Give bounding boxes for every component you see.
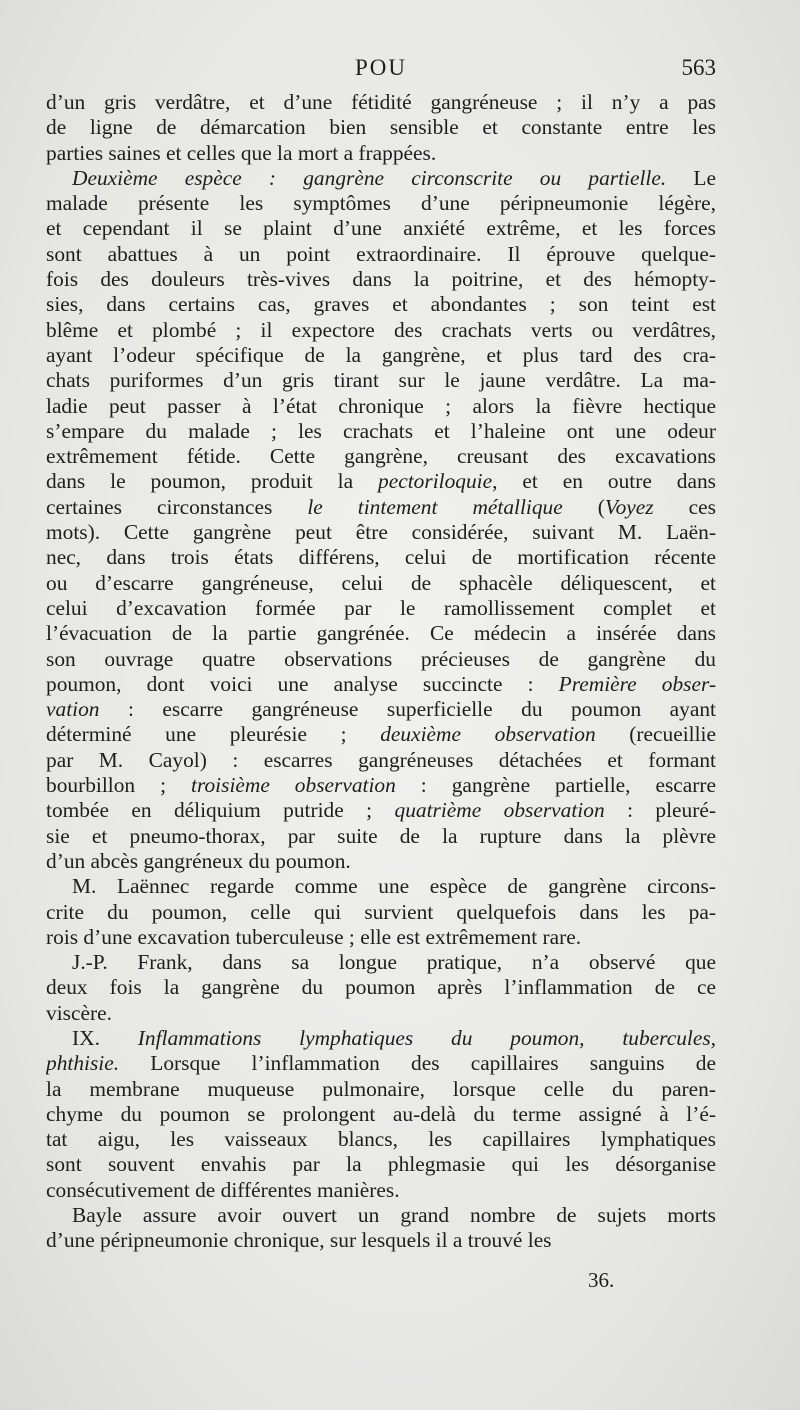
text-line — [46, 596, 716, 621]
text-line — [46, 900, 716, 925]
text-line — [46, 495, 716, 520]
text-line — [46, 621, 716, 646]
text-run: chats puriformes d’un gris tirant sur le jaune verdâtre. La ma- — [46, 368, 716, 393]
text-run: s’empare du malade ; les crachats et l’haleine ont une odeur — [46, 418, 716, 443]
text-line — [46, 1152, 716, 1177]
text-run: IX. — [72, 1025, 138, 1050]
text-line — [46, 950, 716, 975]
italic-text: quatrième observation — [394, 798, 605, 823]
text-line — [46, 444, 716, 469]
text-line — [46, 697, 716, 722]
text-run: tombée en déliquium putride ; — [46, 798, 395, 823]
text-run: Le — [666, 165, 716, 190]
text-line — [46, 925, 716, 950]
paragraph — [46, 874, 716, 950]
text-line — [46, 1178, 716, 1203]
text-line — [46, 1203, 716, 1228]
paragraph — [46, 950, 716, 1026]
text-run: ayant l’odeur spécifique de la gangrène, et plus tard des cra- — [46, 342, 716, 367]
text-run: deux fois la gangrène du poumon après l’inflammation de ce — [46, 975, 716, 1000]
italic-text: le tintement métallique — [307, 494, 563, 519]
paragraph — [46, 90, 716, 166]
text-run: ladie peut passer à l’état chronique ; alors la fièvre hectique — [46, 393, 716, 418]
text-run: d’un abcès gangréneux du poumon. — [46, 848, 351, 873]
text-line — [46, 1127, 716, 1152]
text-run: tat aigu, les vaisseaux blancs, les capillaires lymphatiques — [46, 1127, 716, 1152]
text-line — [46, 647, 716, 672]
text-run: ou d’escarre gangréneuse, celui de sphacèle déliquescent, et — [46, 570, 716, 595]
text-line — [46, 824, 716, 849]
text-run: bourbillon ; — [46, 773, 192, 798]
text-run: poumon, dont voici une analyse succincte : — [46, 671, 559, 696]
text-run: d’un gris verdâtre, et d’une fétidité gangréneuse ; il n’y a pas — [46, 90, 716, 114]
text-run: mots). Cette gangrène peut être considérée, suivant M. Laën- — [46, 520, 716, 545]
text-line — [46, 722, 716, 747]
italic-text: vation — [46, 697, 100, 722]
text-line — [46, 267, 716, 292]
text-run: (recueillie — [595, 722, 716, 747]
italic-text: Inflammations lymphatiques du poumon, tubercules, — [137, 1025, 716, 1050]
text-run: M. Laënnec regarde comme une espèce de gangrène circons- — [72, 874, 716, 899]
text-line — [46, 849, 716, 874]
text-line — [46, 1228, 716, 1253]
italic-text: Deuxième espèce : gangrène circonscrite ou partielle. — [72, 165, 667, 190]
text-run: sies, dans certains cas, graves et abondantes ; son teint est — [46, 292, 716, 317]
text-line — [46, 191, 716, 216]
italic-text: Voyez — [604, 494, 654, 519]
text-run: de ligne de démarcation bien sensible et constante entre les — [46, 115, 716, 140]
text-run: : gangrène partielle, escarre — [395, 773, 716, 798]
text-line — [46, 292, 716, 317]
text-run: d’une péripneumonie chronique, sur lesquels il a trouvé les — [46, 1228, 552, 1253]
text-run: blême et plombé ; il expectore des crachats verts ou verdâtres, — [46, 317, 716, 342]
text-run: dans le poumon, produit la — [46, 469, 379, 494]
text-run: crite du poumon, celle qui survient quelquefois dans les pa- — [46, 899, 716, 924]
text-run: consécutivement de différentes manières. — [46, 1177, 400, 1202]
text-line — [46, 798, 716, 823]
text-line — [46, 216, 716, 241]
text-line — [46, 141, 716, 166]
paragraph — [46, 1026, 716, 1203]
text-run: sont abattues à un point extraordinaire. Il éprouve quelque- — [46, 241, 716, 266]
text-run: ces — [653, 494, 716, 519]
text-run: rois d’une excavation tuberculeuse ; elle est extrêmement rare. — [46, 924, 582, 949]
text-run: certaines circonstances — [46, 494, 308, 519]
text-line — [46, 1001, 716, 1026]
text-line — [46, 115, 716, 140]
text-run: et cependant il se plaint d’une anxiété extrême, et les forces — [46, 216, 716, 241]
text-run: viscère. — [46, 1000, 112, 1025]
text-run: malade présente les symptômes d’une péripneumonie légère, — [46, 191, 716, 216]
running-head — [46, 55, 716, 89]
italic-text: phthisie. — [46, 1051, 120, 1076]
text-run: parties saines et celles que la mort a frappées. — [46, 140, 437, 165]
text-line — [46, 1102, 716, 1127]
text-run: la membrane muqueuse pulmonaire, lorsque celle du paren- — [46, 1076, 716, 1101]
text-line — [46, 343, 716, 368]
running-head-title: POU — [354, 55, 407, 80]
text-line — [46, 874, 716, 899]
text-run: extrêmement fétide. Cette gangrène, creusant des excavations — [46, 444, 716, 469]
text-line — [46, 318, 716, 343]
text-run: ( — [562, 494, 605, 519]
text-run: sont souvent envahis par la phlegmasie qui les désorganise — [46, 1152, 716, 1177]
text-run: Bayle assure avoir ouvert un grand nombre de sujets morts — [72, 1203, 716, 1228]
text-run: , et en outre dans — [492, 469, 716, 494]
text-run: J.-P. Frank, dans sa longue pratique, n’a observé que — [72, 950, 716, 975]
text-line — [46, 368, 716, 393]
text-run: : pleuré- — [604, 798, 716, 823]
italic-text: Première obser- — [558, 671, 716, 696]
text-line — [46, 773, 716, 798]
text-run: nec, dans trois états différens, celui de mortification récente — [46, 545, 716, 570]
text-line — [46, 748, 716, 773]
text-run: son ouvrage quatre observations précieuses de gangrène du — [46, 646, 716, 671]
signature-mark: 36. — [588, 1268, 615, 1292]
text-line — [46, 394, 716, 419]
text-line — [46, 520, 716, 545]
text-line — [46, 1051, 716, 1076]
text-run: par M. Cayol) : escarres gangréneuses détachées et formant — [46, 747, 716, 772]
text-run: déterminé une pleurésie ; — [46, 722, 381, 747]
paragraph — [46, 166, 716, 874]
text-line — [46, 90, 716, 115]
text-run: fois des douleurs très-vives dans la poitrine, et des hémopty- — [46, 267, 716, 292]
page-number: 563 — [681, 55, 716, 80]
italic-text: troisième observation — [191, 773, 396, 798]
text-line — [46, 469, 716, 494]
text-line — [46, 1026, 716, 1051]
text-run: : escarre gangréneuse superficielle du poumon ayant — [99, 697, 716, 722]
text-run: l’évacuation de la partie gangrénée. Ce médecin a insérée dans — [46, 621, 716, 646]
text-run: celui d’excavation formée par le ramollissement complet et — [46, 595, 716, 620]
text-run: Lorsque l’inflammation des capillaires sanguins de — [119, 1051, 716, 1076]
body-text — [46, 90, 716, 1254]
text-line — [46, 1077, 716, 1102]
text-run: sie et pneumo-thorax, par suite de la rupture dans la plèvre — [46, 823, 716, 848]
paragraph — [46, 1203, 716, 1254]
italic-text: pectoriloquie — [378, 469, 493, 494]
text-line — [46, 975, 716, 1000]
text-line — [46, 419, 716, 444]
text-line — [46, 242, 716, 267]
text-run: chyme du poumon se prolongent au-delà du terme assigné à l’é- — [46, 1101, 716, 1126]
text-line — [46, 571, 716, 596]
text-line — [46, 545, 716, 570]
italic-text: deuxième observation — [380, 722, 596, 747]
text-line — [46, 166, 716, 191]
text-line — [46, 672, 716, 697]
